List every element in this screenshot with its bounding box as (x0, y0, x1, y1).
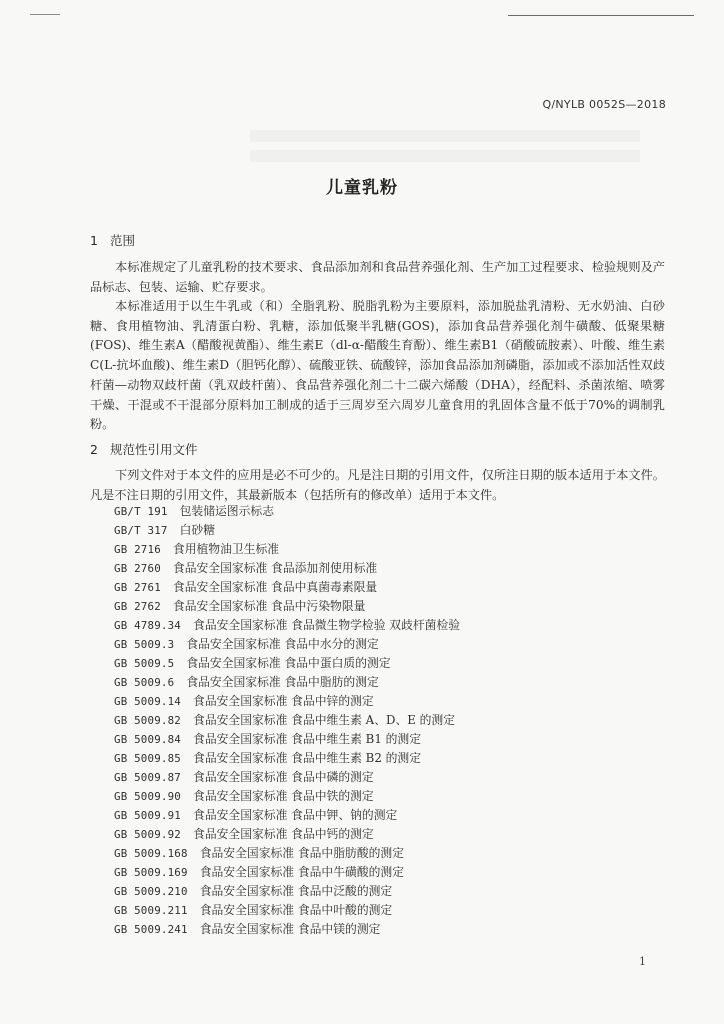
reference-title: 食品安全国家标准 食品中铁的测定 (193, 789, 374, 803)
reference-item (114, 635, 460, 654)
reference-code: GB 5009.90 (114, 790, 182, 803)
reference-item (114, 806, 460, 825)
reference-code: GB 5009.169 (114, 866, 188, 879)
reference-code: GB 5009.85 (114, 752, 182, 765)
section-title: 规范性引用文件 (110, 442, 198, 457)
reference-title: 食品安全国家标准 食品中磷的测定 (193, 770, 374, 784)
reference-title: 包装储运图示标志 (179, 504, 274, 518)
bleed-through-mark (250, 130, 640, 142)
section-heading-references (90, 440, 198, 458)
reference-code: GB 5009.3 (114, 638, 175, 651)
section-title: 范围 (110, 233, 136, 248)
reference-code: GB 5009.82 (114, 714, 182, 727)
reference-item (114, 673, 460, 692)
reference-code: GB 5009.91 (114, 809, 182, 822)
reference-list (114, 502, 460, 939)
reference-code: GB 2761 (114, 581, 161, 594)
reference-item (114, 559, 460, 578)
reference-title: 食用植物油卫生标准 (172, 542, 280, 556)
reference-item (114, 768, 460, 787)
reference-item (114, 749, 460, 768)
reference-title: 食品安全国家标准 食品中维生素 B2 的测定 (193, 751, 421, 765)
reference-title: 食品安全国家标准 食品中钾、钠的测定 (193, 808, 398, 822)
reference-code: GB 5009.5 (114, 657, 175, 670)
reference-title: 食品安全国家标准 食品添加剂使用标准 (172, 561, 378, 575)
reference-item (114, 825, 460, 844)
reference-title: 食品安全国家标准 食品中污染物限量 (172, 599, 366, 613)
reference-title: 食品安全国家标准 食品中维生素 B1 的测定 (193, 732, 421, 746)
header-rule-left (30, 14, 60, 15)
reference-item (114, 597, 460, 616)
section-number: 2 (90, 442, 98, 457)
reference-code: GB 5009.210 (114, 885, 188, 898)
section-number: 1 (90, 233, 98, 248)
reference-item (114, 711, 460, 730)
page-title: 儿童乳粉 (326, 178, 398, 198)
references-intro-paragraph: 下列文件对于本文件的应用是必不可少的。凡是注日期的引用文件，仅所注日期的版本适用于本文件。凡是不注日期的引用文件，其最新版本（包括所有的修改单）适用于本文件。 (90, 468, 665, 502)
reference-code: GB 5009.84 (114, 733, 182, 746)
reference-code: GB 5009.211 (114, 904, 188, 917)
reference-code: GB 5009.241 (114, 923, 188, 936)
section-heading-scope (90, 231, 135, 249)
reference-title: 食品安全国家标准 食品中镁的测定 (199, 922, 381, 936)
reference-code: GB 2716 (114, 543, 161, 556)
standard-number: Q/NYLB 0052S—2018 (542, 98, 666, 111)
reference-item (114, 616, 460, 635)
header-rule-right (508, 15, 694, 16)
reference-item (114, 578, 460, 597)
reference-title: 食品安全国家标准 食品中锌的测定 (193, 694, 374, 708)
reference-code: GB/T 317 (114, 524, 168, 537)
reference-code: GB 5009.87 (114, 771, 182, 784)
reference-title: 食品安全国家标准 食品中牛磺酸的测定 (199, 865, 405, 879)
reference-title: 食品安全国家标准 食品中脂肪的测定 (186, 675, 379, 689)
reference-code: GB 5009.14 (114, 695, 182, 708)
reference-code: GB 4789.34 (114, 619, 182, 632)
reference-code: GB 5009.6 (114, 676, 175, 689)
reference-title: 食品安全国家标准 食品中叶酸的测定 (199, 903, 393, 917)
reference-item (114, 901, 460, 920)
reference-title: 食品安全国家标准 食品中水分的测定 (186, 637, 379, 651)
reference-title: 食品安全国家标准 食品微生物学检验 双歧杆菌检验 (193, 618, 461, 632)
reference-title: 食品安全国家标准 食品中维生素 A、D、E 的测定 (193, 713, 455, 727)
reference-title: 食品安全国家标准 食品中蛋白质的测定 (186, 656, 391, 670)
reference-item (114, 920, 460, 939)
reference-item (114, 654, 460, 673)
reference-item (114, 882, 460, 901)
reference-item (114, 540, 460, 559)
scope-paragraph-1: 本标准规定了儿童乳粉的技术要求、食品添加剂和食品营养强化剂、生产加工过程要求、检验规则及产品标志、包装、运输、贮存要求。 (90, 260, 665, 294)
reference-item (114, 692, 460, 711)
reference-item (114, 787, 460, 806)
reference-code: GB 5009.92 (114, 828, 182, 841)
reference-item (114, 502, 460, 521)
reference-item (114, 844, 460, 863)
reference-item (114, 730, 460, 749)
reference-item (114, 521, 460, 540)
reference-code: GB/T 191 (114, 505, 168, 518)
page-number: 1 (639, 955, 646, 968)
reference-title: 食品安全国家标准 食品中脂肪酸的测定 (199, 846, 405, 860)
reference-code: GB 2760 (114, 562, 161, 575)
reference-code: GB 5009.168 (114, 847, 188, 860)
reference-title: 白砂糖 (179, 523, 216, 537)
bleed-through-mark (250, 150, 640, 162)
reference-item (114, 863, 460, 882)
scope-paragraph-2: 本标准适用于以生牛乳或（和）全脂乳粉、脱脂乳粉为主要原料，添加脱盐乳清粉、无水奶油、白砂糖、食用植物油、乳清蛋白粉、乳糖，添加低聚半乳糖(GOS)，添加食品营养强化剂牛磺酸、低聚果糖(FOS)、维生素A（醋酸视黄酯）、维生素E（dl-α-醋酸生育酚）、维生素B1（硝酸硫胺素）、叶酸、维生素C(L-抗坏血酸)、维生素D（胆钙化醇）、硫酸亚铁、硫酸锌，添加食品添加剂磷脂，添加或不添加活性双歧杆菌—动物双歧杆菌（乳双歧杆菌）、食品营养强化剂二十二碳六烯酸（DHA），经配料、杀菌浓缩、喷雾干燥、干混或不干混部分原料加工制成的适于三周岁至六周岁儿童食用的乳固体含量不低于70%的调制乳粉。 (90, 299, 665, 432)
reference-title: 食品安全国家标准 食品中真菌毒素限量 (172, 580, 378, 594)
reference-title: 食品安全国家标准 食品中泛酸的测定 (199, 884, 393, 898)
reference-code: GB 2762 (114, 600, 161, 613)
reference-title: 食品安全国家标准 食品中钙的测定 (193, 827, 374, 841)
